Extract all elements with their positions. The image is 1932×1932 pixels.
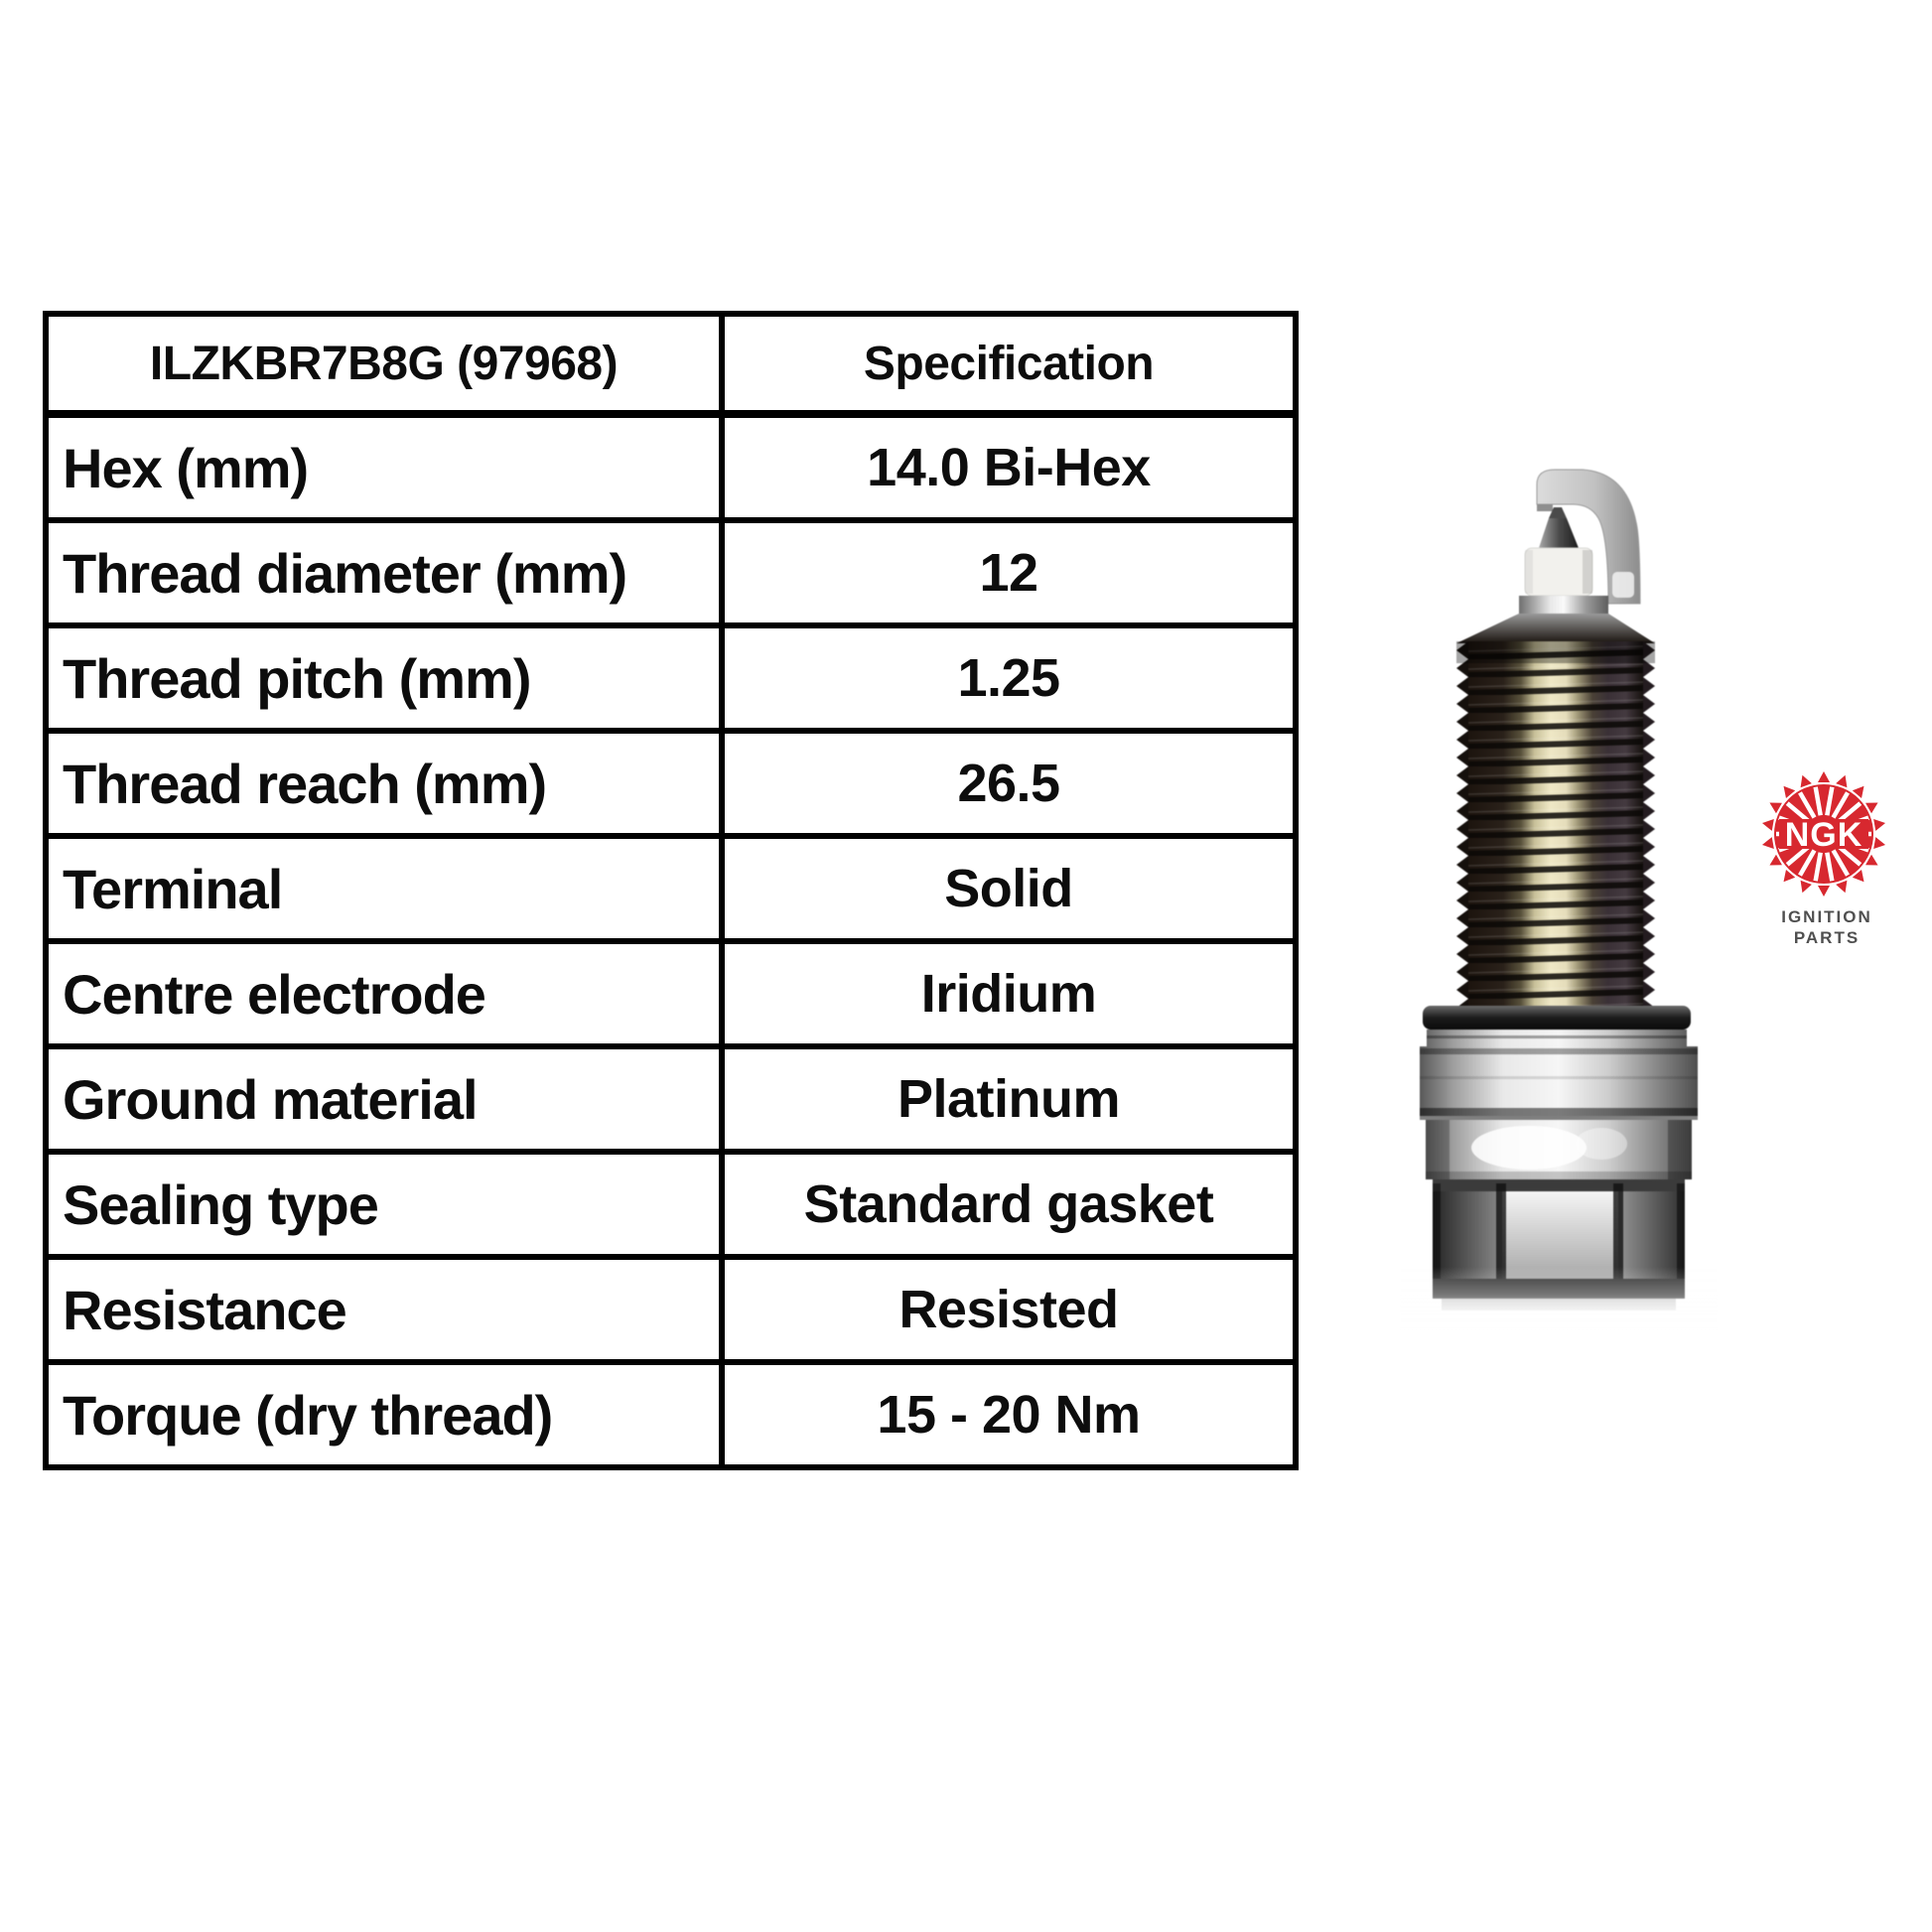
spec-label-cell: Thread pitch (mm) [46, 625, 722, 731]
spec-value-cell: 26.5 [722, 731, 1296, 836]
model-header-cell: ILZKBR7B8G (97968) [46, 314, 722, 414]
ngk-tagline [1727, 906, 1926, 948]
spec-value-cell: Platinum [722, 1046, 1296, 1152]
photo-fade [1400, 1267, 1718, 1330]
gasket-washer [1423, 1006, 1691, 1046]
table-row [46, 1046, 1296, 1152]
spec-header-cell: Specification [722, 314, 1296, 414]
metal-collar [1519, 596, 1608, 614]
ngk-logo [1757, 769, 1896, 898]
table-row [46, 625, 1296, 731]
table-row [46, 1362, 1296, 1467]
spec-label-cell: Hex (mm) [46, 414, 722, 520]
spec-label-cell: Ground material [46, 1046, 722, 1152]
spec-label-cell: Torque (dry thread) [46, 1362, 722, 1467]
table-row [46, 941, 1296, 1046]
table-row [46, 1257, 1296, 1362]
spec-value-cell: 12 [722, 520, 1296, 625]
spec-value-cell: 1.25 [722, 625, 1296, 731]
shell-band [1420, 1046, 1698, 1120]
spec-value-cell: Resisted [722, 1257, 1296, 1362]
spec-label-cell: Terminal [46, 836, 722, 941]
spec-value-cell: Standard gasket [722, 1152, 1296, 1257]
table-row [46, 731, 1296, 836]
spec-value-cell: 14.0 Bi-Hex [722, 414, 1296, 520]
table-row [46, 836, 1296, 941]
thread-shoulder [1456, 614, 1655, 643]
spec-label-cell: Resistance [46, 1257, 722, 1362]
tagline-line-2: PARTS [1793, 928, 1861, 947]
spec-label-cell: Thread reach (mm) [46, 731, 722, 836]
ngk-logo-text: NGK [1784, 816, 1863, 854]
table-row [46, 1152, 1296, 1257]
spec-value-cell: 15 - 20 Nm [722, 1362, 1296, 1467]
spec-value-cell: Iridium [722, 941, 1296, 1046]
thread-section [1456, 641, 1655, 1006]
spec-label-cell: Sealing type [46, 1152, 722, 1257]
spec-value-cell: Solid [722, 836, 1296, 941]
tagline-line-1: IGNITION [1781, 907, 1872, 926]
table-header-row [46, 314, 1296, 414]
shell-bulge [1426, 1120, 1692, 1179]
spec-label-cell: Thread diameter (mm) [46, 520, 722, 625]
table-row [46, 520, 1296, 625]
centre-electrode [1539, 507, 1579, 548]
spec-table [43, 311, 1299, 1470]
spec-label-cell: Centre electrode [46, 941, 722, 1046]
product-image [1360, 427, 1932, 1340]
table-row [46, 414, 1296, 520]
ceramic-insulator [1525, 548, 1592, 596]
spark-plug-photo [1370, 437, 1767, 1330]
